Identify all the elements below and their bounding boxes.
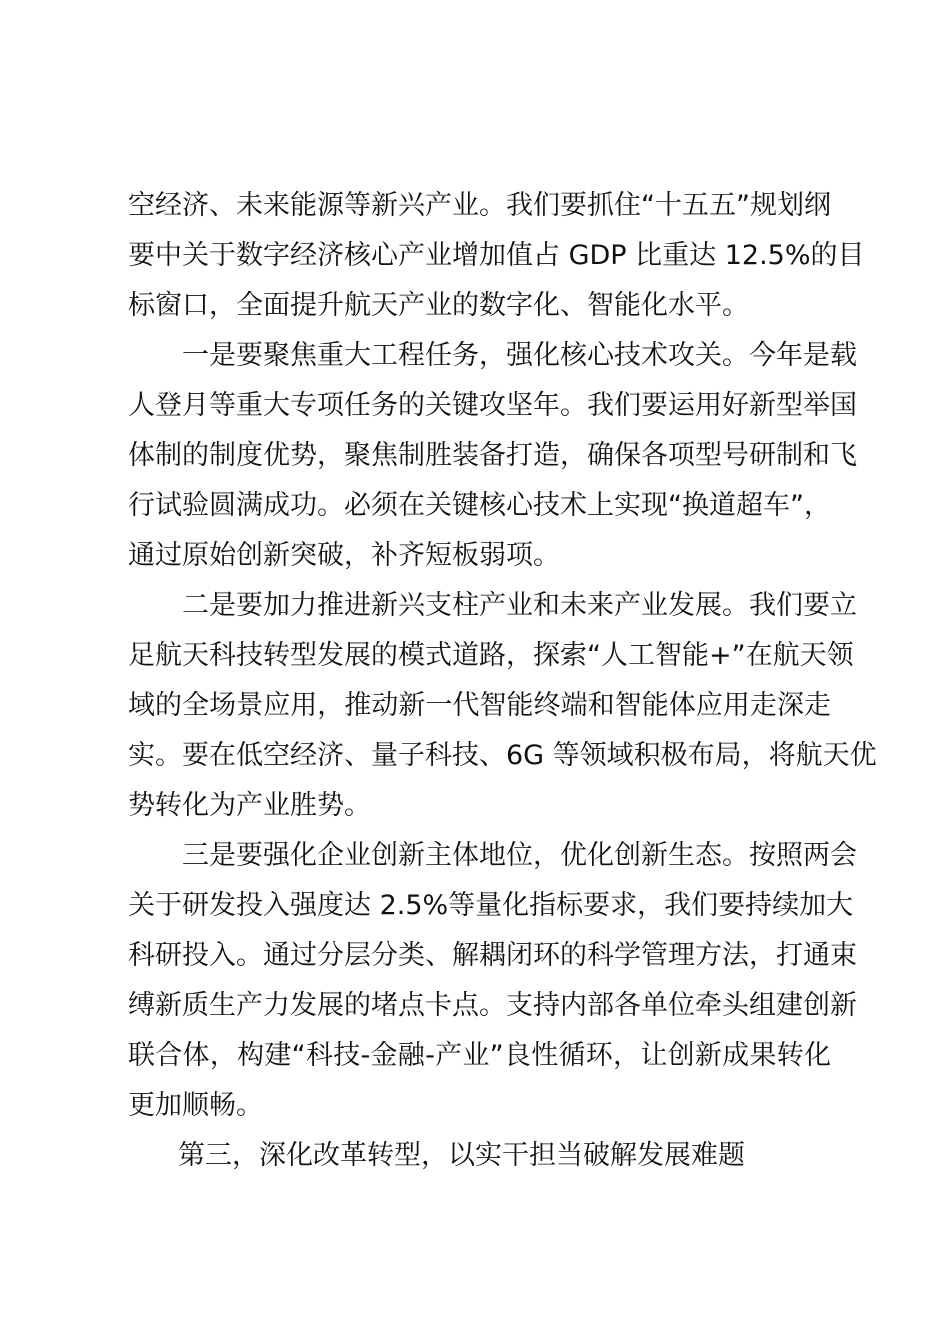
text-line: 行试验圆满成功。必须在关键核心技术上实现“换道超车”， xyxy=(128,490,831,521)
paragraph xyxy=(128,581,877,831)
paragraph xyxy=(128,831,857,1131)
text-line: 更加顺畅。 xyxy=(128,1090,263,1121)
paragraph xyxy=(128,181,865,331)
text-line: 势转化为产业胜势。 xyxy=(128,790,371,821)
text-line: 关于研发投入强度达 2.5%等量化指标要求，我们要持续加大 xyxy=(128,890,854,921)
text-line: 空经济、未来能源等新兴产业。我们要抓住“十五五”规划纲 xyxy=(128,190,831,221)
text-line: 二是要加力推进新兴支柱产业和未来产业发展。我们要立 xyxy=(182,590,857,621)
text-line: 标窗口，全面提升航天产业的数字化、智能化水平。 xyxy=(128,290,749,321)
text-line: 体制的制度优势，聚焦制胜装备打造，确保各项型号研制和飞 xyxy=(128,440,857,471)
text-line: 通过原始创新突破，补齐短板弱项。 xyxy=(128,540,560,571)
text-line: 足航天科技转型发展的模式道路，探索“人工智能+”在航天领 xyxy=(128,640,854,671)
text-line: 科研投入。通过分层分类、解耦闭环的科学管理方法，打通束 xyxy=(128,940,857,971)
document-body xyxy=(128,181,877,1181)
paragraph xyxy=(128,331,857,581)
text-line: 实。要在低空经济、量子科技、6G 等领域积极布局，将航天优 xyxy=(128,740,877,771)
text-line: 一是要聚焦重大工程任务，强化核心技术攻关。今年是载 xyxy=(182,340,857,371)
text-line: 三是要强化企业创新主体地位，优化创新生态。按照两会 xyxy=(182,840,857,871)
section-heading: 第三，深化改革转型，以实干担当破解发展难题 xyxy=(178,1140,745,1171)
text-line: 域的全场景应用，推动新一代智能终端和智能体应用走深走 xyxy=(128,690,831,721)
text-line: 人登月等重大专项任务的关键攻坚年。我们要运用好新型举国 xyxy=(128,390,857,421)
text-line: 联合体，构建“科技-金融-产业”良性循环，让创新成果转化 xyxy=(128,1040,831,1071)
text-line: 要中关于数字经济核心产业增加值占 GDP 比重达 12.5%的目 xyxy=(128,240,865,271)
text-line: 缚新质生产力发展的堵点卡点。支持内部各单位牵头组建创新 xyxy=(128,990,857,1021)
